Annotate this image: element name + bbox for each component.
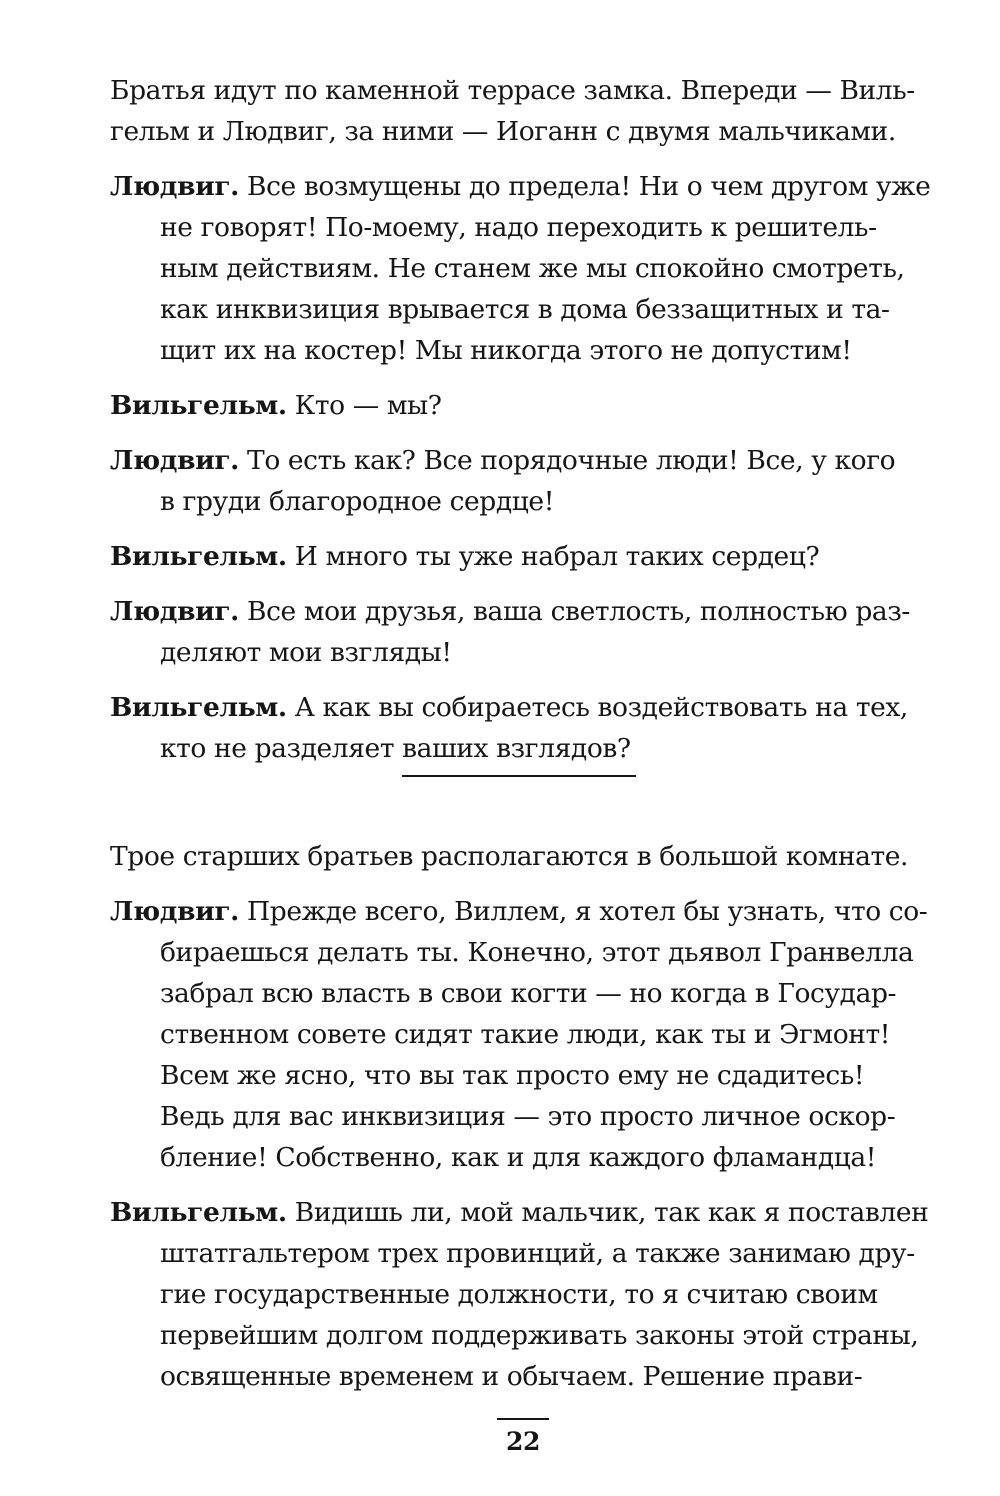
text-line: ственном совете сидят такие люди, как ты и Эгмонт! xyxy=(160,1019,891,1050)
paragraph-gap xyxy=(110,426,930,440)
text-line: щит их на костер! Мы никогда этого не допустим! xyxy=(160,335,852,366)
text-line xyxy=(110,385,930,426)
paragraph-gap xyxy=(110,522,930,536)
page-body-lower xyxy=(110,836,930,1397)
text-line: не говорят! По-моему, надо переходить к решитель- xyxy=(160,212,877,243)
text-line: как инквизиция врывается в дома беззащитных и та- xyxy=(160,294,890,325)
text-line xyxy=(110,591,930,632)
text-line xyxy=(110,1192,930,1233)
speech-text: Все возмущены до предела! Ни о чем другом уже xyxy=(239,171,931,202)
text-line: штатгальтером трех провинций, а также занимаю дру- xyxy=(160,1238,915,1269)
paragraph-gap xyxy=(110,577,930,591)
speech-text: Прежде всего, Виллем, я хотел бы узнать, что со- xyxy=(239,896,928,927)
text-line xyxy=(110,891,930,932)
speaker-name: Вильгельм. xyxy=(110,390,287,421)
page-number: 22 xyxy=(506,1427,540,1456)
dialogue-line xyxy=(110,891,930,1178)
text-line: освященные временем и обычаем. Решение прави- xyxy=(160,1361,863,1392)
speaker-name: Вильгельм. xyxy=(110,692,287,723)
speech-text: И много ты уже набрал таких сердец? xyxy=(286,541,820,572)
text-line: Всем же ясно, что вы так просто ему не сдадитесь! xyxy=(160,1060,865,1091)
paragraph-gap xyxy=(110,1178,930,1192)
speech-text: Кто — мы? xyxy=(286,390,442,421)
text-line xyxy=(110,440,930,481)
text-line: деляют мои взгляды! xyxy=(160,637,452,668)
stage-direction xyxy=(110,70,930,152)
speech-text: А как вы собираетесь воздействовать на тех, xyxy=(286,692,908,723)
dialogue-line xyxy=(110,1192,930,1397)
scene-divider xyxy=(402,775,636,777)
text-line xyxy=(110,536,930,577)
text-line: кто не разделяет ваших взглядов? xyxy=(160,733,631,764)
text-line: первейшим долгом поддерживать законы этой страны, xyxy=(160,1320,919,1351)
page-number-rule xyxy=(497,1418,549,1420)
speaker-name: Людвиг. xyxy=(110,896,240,927)
paragraph-gap xyxy=(110,152,930,166)
text-line: ным действиям. Не станем же мы спокойно смотреть, xyxy=(160,253,905,284)
dialogue-line xyxy=(110,536,930,577)
text-line: в груди благородное сердце! xyxy=(160,486,554,517)
text-line: гие государственные должности, то я считаю своим xyxy=(160,1279,878,1310)
speech-text: Все мои друзья, ваша светлость, полностью раз- xyxy=(239,596,910,627)
text-line: Братья идут по каменной террасе замка. Впереди — Виль- xyxy=(110,75,915,106)
text-line: забрал всю власть в свои когти — но когда в Государ- xyxy=(160,978,897,1009)
speaker-name: Людвиг. xyxy=(110,445,240,476)
dialogue-line xyxy=(110,385,930,426)
text-line: бираешься делать ты. Конечно, этот дьявол Гранвелла xyxy=(160,937,914,968)
speaker-name: Вильгельм. xyxy=(110,1197,287,1228)
speech-text: Видишь ли, мой мальчик, так как я поставлен xyxy=(286,1197,929,1228)
speaker-name: Людвиг. xyxy=(110,596,240,627)
dialogue-line xyxy=(110,591,930,673)
speaker-name: Людвиг. xyxy=(110,171,240,202)
scene-two xyxy=(110,836,930,1397)
paragraph-gap xyxy=(110,371,930,385)
text-line: Ведь для вас инквизиция — это просто личное оскор- xyxy=(160,1101,896,1132)
scene-one xyxy=(110,70,930,769)
speech-text: То есть как? Все порядочные люди! Все, у кого xyxy=(239,445,896,476)
dialogue-line xyxy=(110,166,930,371)
text-line: бление! Собственно, как и для каждого фламандца! xyxy=(160,1142,877,1173)
text-line xyxy=(110,166,930,207)
paragraph-gap xyxy=(110,877,930,891)
speaker-name: Вильгельм. xyxy=(110,541,287,572)
paragraph-gap xyxy=(110,673,930,687)
dialogue-line xyxy=(110,687,930,769)
text-line: гельм и Людвиг, за ними — Иоганн с двумя мальчиками. xyxy=(110,116,896,147)
dialogue-line xyxy=(110,440,930,522)
text-line: Трое старших братьев располагаются в большой комнате. xyxy=(110,841,909,872)
stage-direction xyxy=(110,836,930,877)
text-line xyxy=(110,687,930,728)
page-body xyxy=(110,70,930,769)
